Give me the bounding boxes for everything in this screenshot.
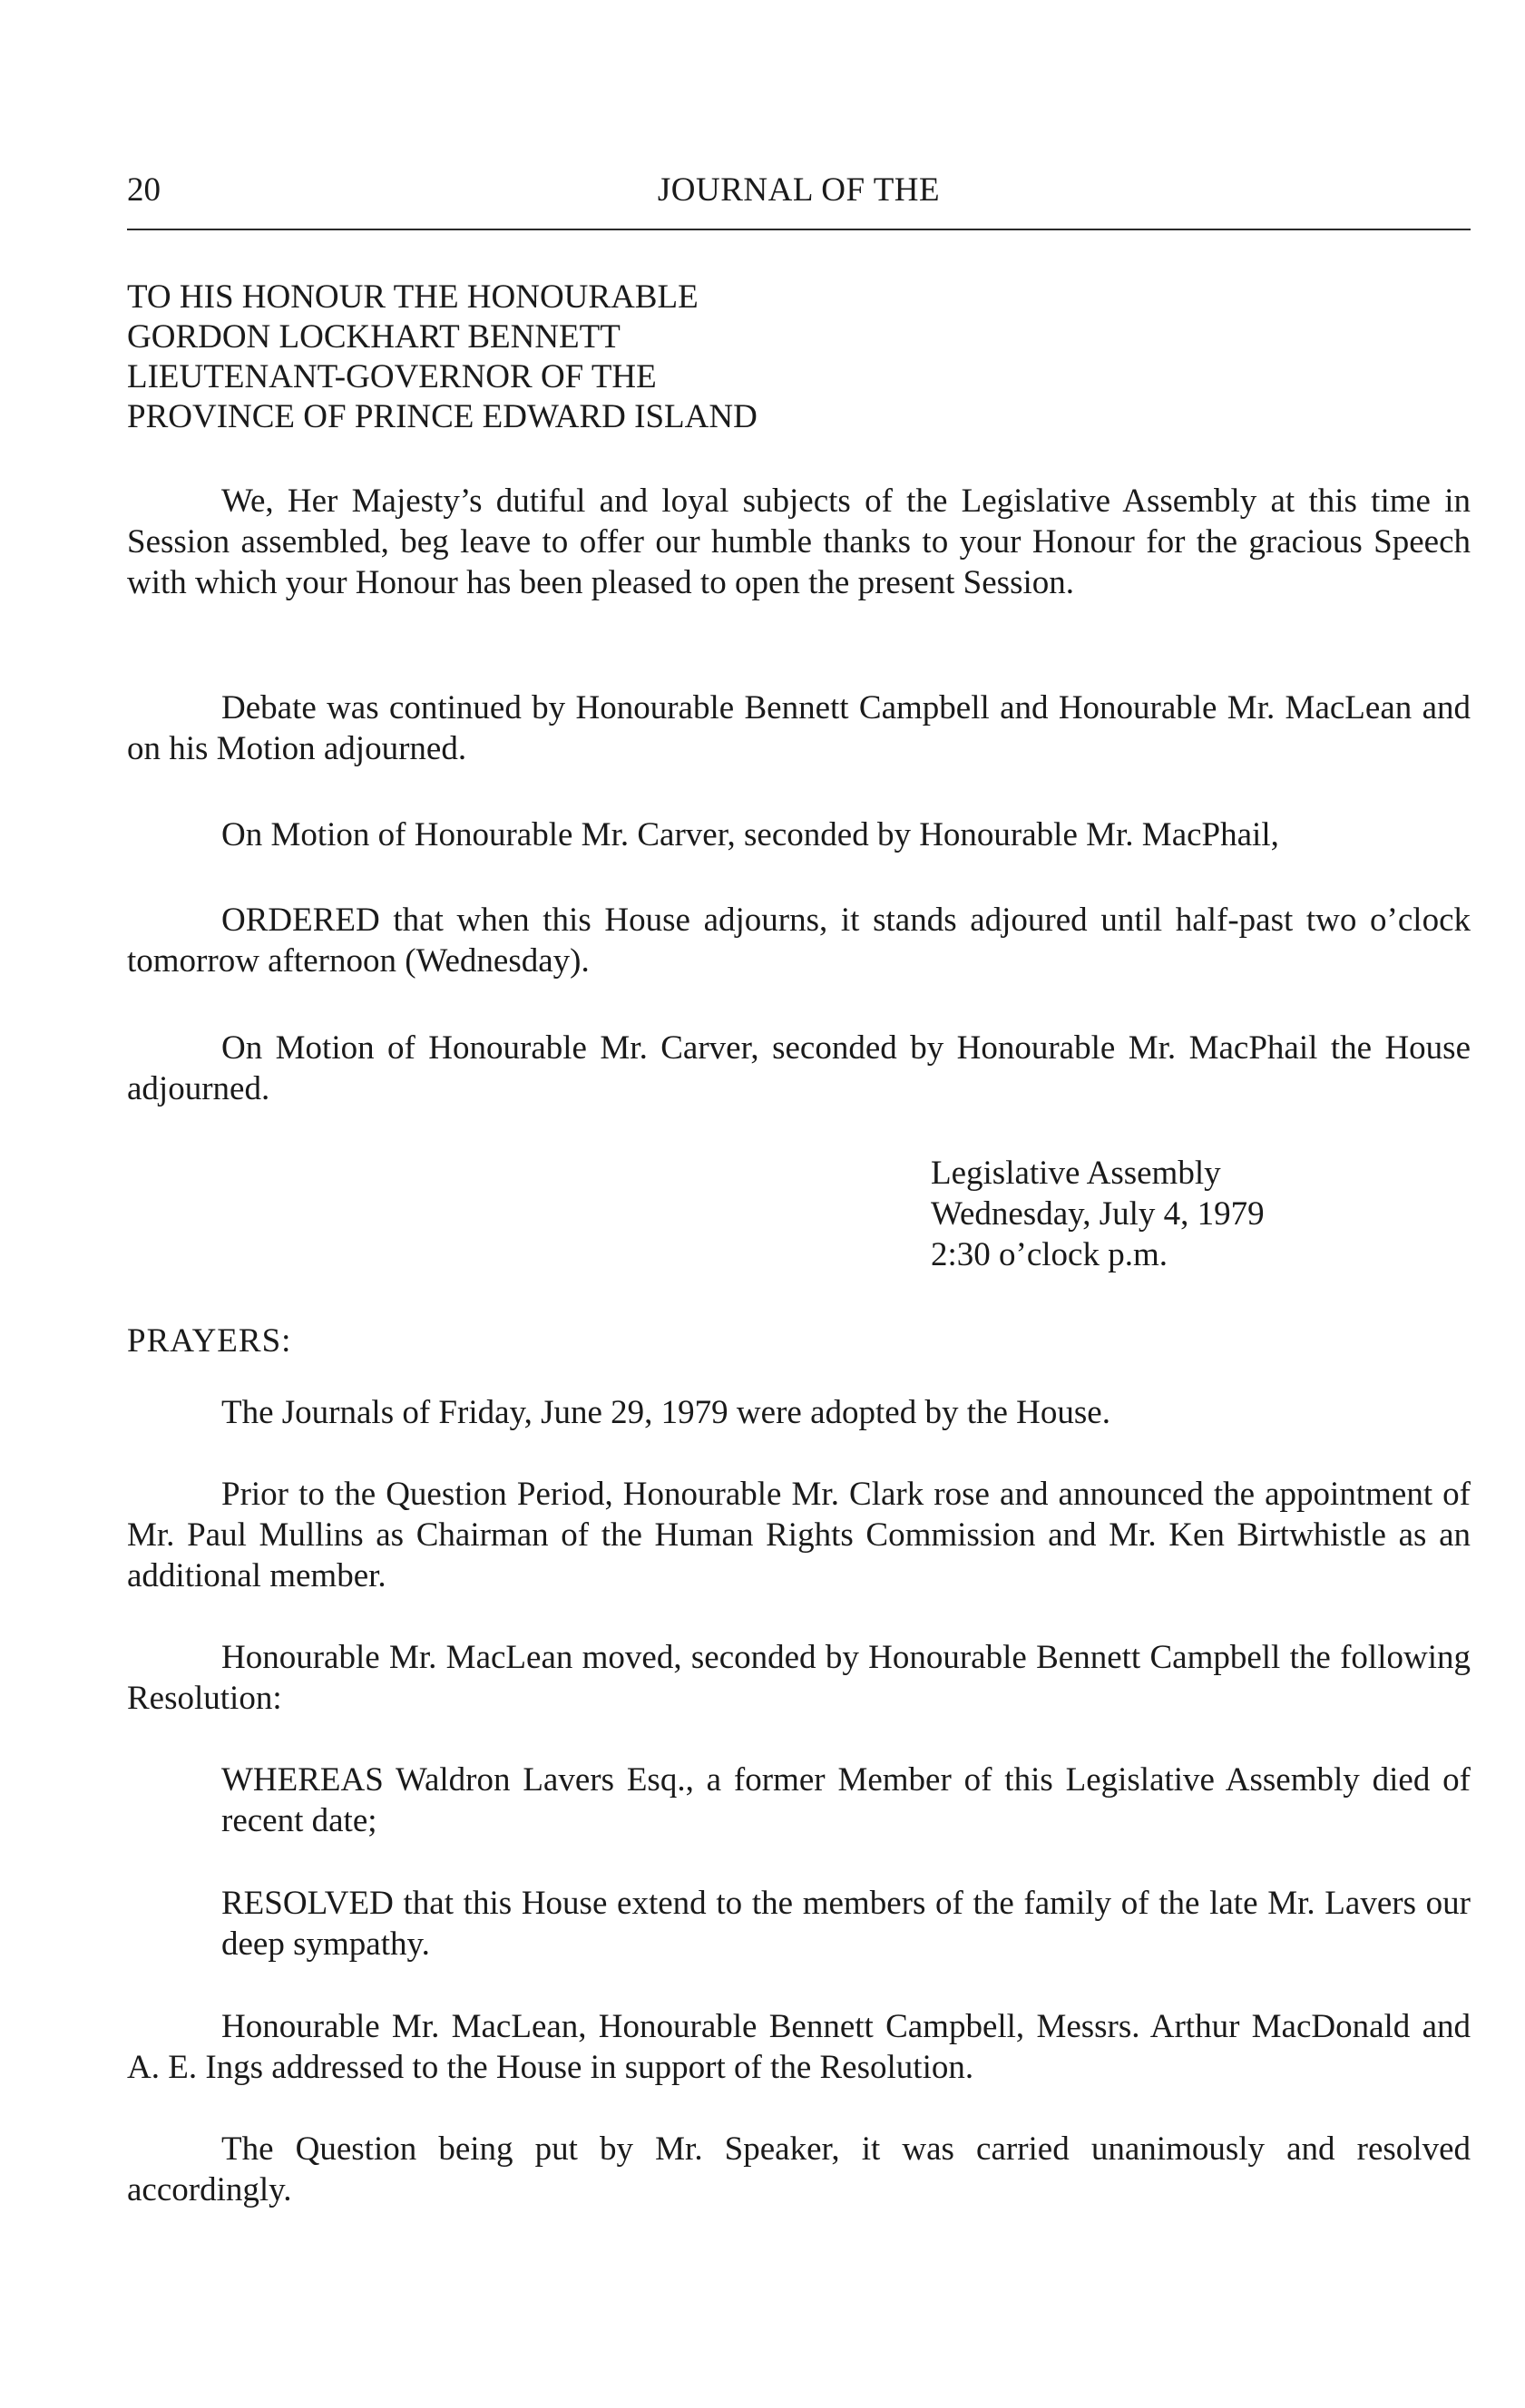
page-number: 20 [127, 171, 161, 209]
address-line: GORDON LOCKHART BENNETT [127, 318, 621, 356]
prayers-heading: PRAYERS: [127, 1322, 292, 1360]
running-head: JOURNAL OF THE [657, 171, 941, 209]
motion-paragraph: On Motion of Honourable Mr. Carver, seconded by Honourable Mr. MacPhail, [221, 816, 1279, 853]
dateline-date: Wednesday, July 4, 1979 [931, 1195, 1265, 1233]
sitting-dateline [931, 1153, 1265, 1275]
question-put-paragraph: The Question being put by Mr. Speaker, it was carried unanimously and resolved accordingly. [127, 2130, 1471, 2208]
debate-paragraph: Debate was continued by Honourable Bennett Campbell and Honourable Mr. MacLean and on his Motion adjourned. [127, 689, 1471, 767]
adjournment-motion-paragraph: On Motion of Honourable Mr. Carver, seconded by Honourable Mr. MacPhail the House adjourned. [127, 1029, 1471, 1107]
page-header [127, 169, 1471, 219]
dateline-time: 2:30 o’clock p.m. [931, 1236, 1168, 1273]
ordered-paragraph: ORDERED that when this House adjourns, it stands adjoured until half-past two o’clock tomorrow afternoon (Wednesday). [127, 902, 1471, 980]
speakers-paragraph: Honourable Mr. MacLean, Honourable Bennett Campbell, Messrs. Arthur MacDonald and A. E. Ings addressed to the House in support of the Resolution. [127, 2008, 1471, 2086]
address-line: LIEUTENANT-GOVERNOR OF THE [127, 358, 657, 395]
address-heading [127, 278, 1306, 437]
header-rule [127, 229, 1471, 230]
whereas-clause: WHEREAS Waldron Lavers Esq., a former Member of this Legislative Assembly died of recent date; [221, 1761, 1471, 1839]
journals-adopted-paragraph: The Journals of Friday, June 29, 1979 were adopted by the House. [221, 1394, 1110, 1431]
address-line: PROVINCE OF PRINCE EDWARD ISLAND [127, 398, 758, 435]
question-period-paragraph: Prior to the Question Period, Honourable Mr. Clark rose and announced the appointment of Mr. Paul Mullins as Chairman of the Human Rights Commission and Mr. Ken Birtwhistle as an additional member. [127, 1476, 1471, 1594]
resolution-intro-paragraph: Honourable Mr. MacLean moved, seconded by Honourable Bennett Campbell the following Resolution: [127, 1639, 1471, 1717]
resolved-clause: RESOLVED that this House extend to the members of the family of the late Mr. Lavers our deep sympathy. [221, 1885, 1471, 1963]
dateline-assembly: Legislative Assembly [931, 1155, 1221, 1192]
address-reply-paragraph: We, Her Majesty’s dutiful and loyal subjects of the Legislative Assembly at this time in Session assembled, beg leave to offer our humble thanks to your Honour for the gracious Speech with which your Honour has been pleased to open the present Session. [127, 483, 1471, 601]
address-line: TO HIS HONOUR THE HONOURABLE [127, 278, 699, 316]
